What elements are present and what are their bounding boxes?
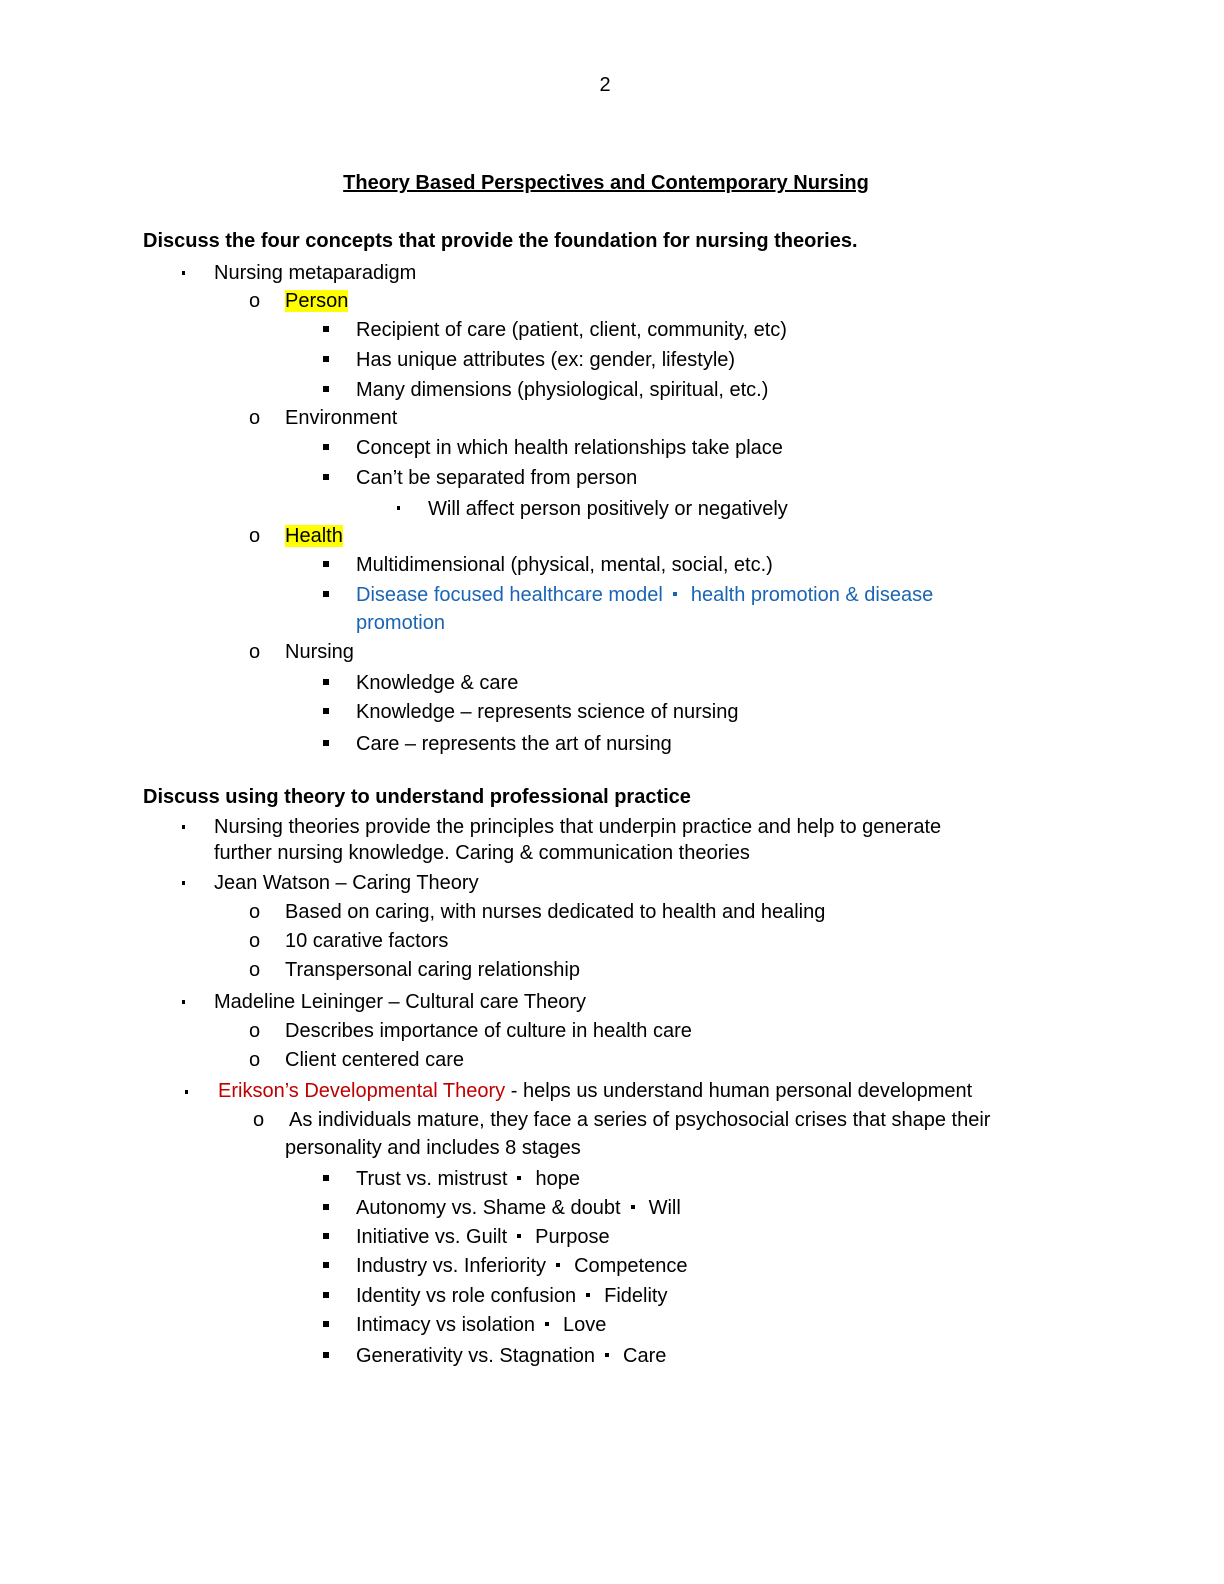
- list-item: Concept in which health relationships take place: [356, 437, 783, 459]
- list-item-continuation: personality and includes 8 stages: [285, 1137, 581, 1159]
- list-item-health: [285, 524, 343, 548]
- erikson-stage-item: [356, 1167, 580, 1191]
- list-item: Transpersonal caring relationship: [285, 959, 580, 981]
- bullet-dot: [185, 1090, 188, 1094]
- disease-model-text: Disease focused healthcare model: [356, 584, 663, 606]
- bullet-square: [323, 1321, 329, 1327]
- bullet-square: [323, 1204, 329, 1210]
- erikson-stage-item: [356, 1254, 687, 1278]
- stage-crisis: Intimacy vs isolation: [356, 1314, 535, 1336]
- stage-virtue: Purpose: [535, 1226, 610, 1248]
- bullet-o: o: [249, 407, 261, 429]
- stage-virtue: Fidelity: [604, 1285, 668, 1307]
- list-item: Multidimensional (physical, mental, social, etc.): [356, 554, 773, 576]
- bullet-square: [323, 591, 329, 597]
- stage-virtue: Care: [623, 1345, 667, 1367]
- bullet-square: [323, 386, 329, 392]
- bullet-square: [323, 1292, 329, 1298]
- erikson-stage-item: [356, 1196, 681, 1220]
- erikson-stage-item: [356, 1284, 667, 1308]
- bullet-dot: [182, 825, 185, 829]
- arrow-icon: [586, 1293, 590, 1297]
- stage-virtue: Will: [648, 1197, 681, 1219]
- page-number: 2: [599, 74, 611, 96]
- stage-crisis: Generativity vs. Stagnation: [356, 1345, 596, 1367]
- arrow-icon: [556, 1263, 560, 1267]
- section2-heading: Discuss using theory to understand professional practice: [143, 786, 691, 808]
- list-item: Care – represents the art of nursing: [356, 733, 672, 755]
- list-item-erikson: [218, 1079, 972, 1103]
- bullet-dot: [182, 881, 185, 885]
- arrow-icon: [517, 1176, 521, 1180]
- bullet-o: o: [249, 901, 261, 923]
- bullet-square: [323, 1175, 329, 1181]
- erikson-description: - helps us understand human personal development: [505, 1080, 973, 1102]
- document-title: Theory Based Perspectives and Contemporary Nursing: [343, 172, 869, 194]
- list-item-person: [285, 289, 348, 313]
- list-item: Nursing theories provide the principles that underpin practice and help to generate: [214, 816, 942, 838]
- list-item-watson: Jean Watson – Caring Theory: [214, 872, 479, 894]
- list-item: Based on caring, with nurses dedicated to health and healing: [285, 901, 826, 923]
- list-item-nursing: Nursing: [285, 641, 354, 663]
- bullet-square: [323, 326, 329, 332]
- list-item: Knowledge & care: [356, 672, 519, 694]
- list-item: Knowledge – represents science of nursing: [356, 701, 739, 723]
- list-item: Nursing metaparadigm: [214, 262, 417, 284]
- bullet-o: o: [249, 930, 261, 952]
- list-item-environment: Environment: [285, 407, 398, 429]
- list-item-continuation: further nursing knowledge. Caring & communication theories: [214, 842, 750, 864]
- list-item: Will affect person positively or negatively: [428, 498, 788, 520]
- stage-virtue: Love: [562, 1314, 607, 1336]
- erikson-label: Erikson’s Developmental Theory: [218, 1080, 506, 1102]
- bullet-o: o: [249, 641, 261, 663]
- health-promotion-text: health promotion & disease: [690, 584, 934, 606]
- bullet-square: [323, 740, 329, 746]
- bullet-square: [323, 474, 329, 480]
- section1-heading: Discuss the four concepts that provide the foundation for nursing theories.: [143, 230, 858, 252]
- list-item: As individuals mature, they face a series of psychosocial crises that shape their: [289, 1109, 991, 1131]
- bullet-square: [323, 444, 329, 450]
- bullet-o: o: [249, 525, 261, 547]
- bullet-square: [323, 708, 329, 714]
- arrow-icon: [673, 592, 677, 596]
- erikson-stage-item: [356, 1313, 606, 1337]
- stage-virtue: hope: [535, 1168, 580, 1190]
- person-label: Person: [285, 290, 349, 312]
- list-item: Describes importance of culture in health care: [285, 1020, 692, 1042]
- health-label: Health: [285, 525, 343, 547]
- list-item-continuation: promotion: [356, 612, 445, 634]
- bullet-o: o: [249, 959, 261, 981]
- bullet-square: [323, 1233, 329, 1239]
- list-item-leininger: Madeline Leininger – Cultural care Theory: [214, 991, 587, 1013]
- arrow-icon: [517, 1234, 521, 1238]
- bullet-o: o: [249, 1020, 261, 1042]
- bullet-square: [323, 1262, 329, 1268]
- list-item: Client centered care: [285, 1049, 464, 1071]
- bullet-o: o: [249, 290, 261, 312]
- bullet-dot: [182, 1000, 185, 1004]
- stage-crisis: Trust vs. mistrust: [356, 1168, 508, 1190]
- arrow-icon: [631, 1205, 635, 1209]
- bullet-square: [323, 679, 329, 685]
- list-item: Recipient of care (patient, client, community, etc): [356, 319, 787, 341]
- bullet-square: [323, 561, 329, 567]
- bullet-dot: [182, 271, 185, 275]
- list-item: Can’t be separated from person: [356, 467, 638, 489]
- bullet-square: [323, 356, 329, 362]
- stage-crisis: Initiative vs. Guilt: [356, 1226, 508, 1248]
- bullet-o: o: [253, 1109, 265, 1131]
- stage-crisis: Autonomy vs. Shame & doubt: [356, 1197, 621, 1219]
- erikson-stage-item: [356, 1225, 610, 1249]
- list-item: Many dimensions (physiological, spiritual, etc.): [356, 379, 769, 401]
- stage-crisis: Industry vs. Inferiority: [356, 1255, 547, 1277]
- stage-virtue: Competence: [574, 1255, 688, 1277]
- arrow-icon: [545, 1322, 549, 1326]
- arrow-icon: [605, 1353, 609, 1357]
- stage-crisis: Identity vs role confusion: [356, 1285, 577, 1307]
- erikson-stage-item: [356, 1344, 666, 1368]
- bullet-o: o: [249, 1049, 261, 1071]
- list-item-disease-model: [356, 583, 933, 607]
- list-item: Has unique attributes (ex: gender, lifestyle): [356, 349, 736, 371]
- list-item: 10 carative factors: [285, 930, 449, 952]
- bullet-square: [323, 1352, 329, 1358]
- bullet-dot: [397, 506, 400, 510]
